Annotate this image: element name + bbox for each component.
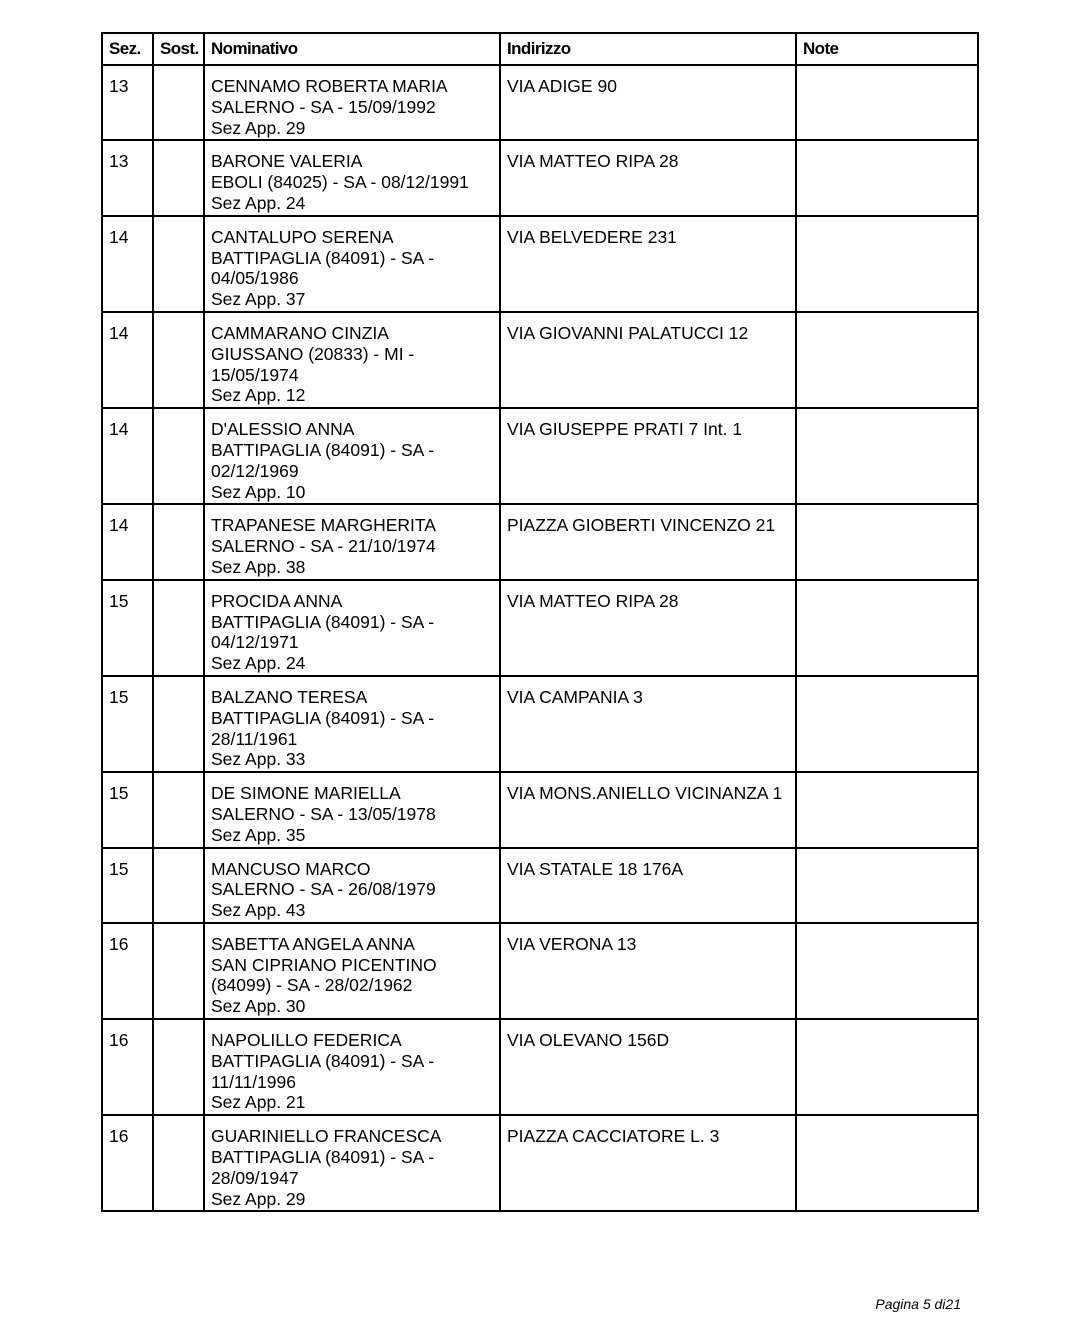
birth-info: EBOLI (84025) - SA - 08/12/1991 — [211, 172, 469, 193]
appeal-section: Sez App. 33 — [211, 749, 306, 770]
nominativo-cell — [204, 1019, 500, 1115]
sez-cell: 15 — [102, 772, 153, 847]
header-row — [102, 33, 978, 65]
nominativo-cell — [204, 140, 500, 215]
table-row — [102, 848, 978, 923]
nominativo-cell — [204, 580, 500, 676]
birth-info: SALERNO - SA - 15/09/1992 — [211, 96, 436, 117]
address-cell: VIA CAMPANIA 3 — [500, 676, 796, 772]
table-row — [102, 312, 978, 408]
table-row — [102, 216, 978, 312]
voter-name: DE SIMONE MARIELLA — [211, 783, 401, 804]
nominativo-cell — [204, 216, 500, 312]
header-sost: Sost. — [153, 33, 204, 65]
sost-cell — [153, 504, 204, 579]
sost-cell — [153, 65, 204, 140]
nominativo-cell — [204, 312, 500, 408]
appeal-section: Sez App. 43 — [211, 900, 306, 921]
note-cell — [796, 772, 978, 847]
header-sez: Sez. — [102, 33, 153, 65]
table-row — [102, 580, 978, 676]
note-cell — [796, 216, 978, 312]
table-row — [102, 140, 978, 215]
note-cell — [796, 1019, 978, 1115]
birth-info: 28/11/1961 — [211, 728, 298, 749]
note-cell — [796, 140, 978, 215]
note-cell — [796, 1115, 978, 1211]
sost-cell — [153, 312, 204, 408]
table-row — [102, 1115, 978, 1211]
appeal-section: Sez App. 10 — [211, 481, 306, 502]
address-cell: VIA MATTEO RIPA 28 — [500, 580, 796, 676]
sost-cell — [153, 676, 204, 772]
address-cell: VIA GIUSEPPE PRATI 7 Int. 1 — [500, 408, 796, 504]
table-row — [102, 408, 978, 504]
birth-info: BATTIPAGLIA (84091) - SA - — [211, 611, 435, 632]
sez-cell: 16 — [102, 1019, 153, 1115]
address-cell: PIAZZA CACCIATORE L. 3 — [500, 1115, 796, 1211]
birth-info: SALERNO - SA - 21/10/1974 — [211, 536, 436, 557]
voter-name: BALZANO TERESA — [211, 686, 368, 707]
table-row — [102, 65, 978, 140]
sez-cell: 15 — [102, 580, 153, 676]
note-cell — [796, 312, 978, 408]
sez-cell: 16 — [102, 923, 153, 1019]
sost-cell — [153, 1019, 204, 1115]
appeal-section: Sez App. 29 — [211, 1188, 306, 1209]
sost-cell — [153, 923, 204, 1019]
voter-name: TRAPANESE MARGHERITA — [211, 515, 436, 536]
address-cell: VIA MATTEO RIPA 28 — [500, 140, 796, 215]
note-cell — [796, 580, 978, 676]
sost-cell — [153, 772, 204, 847]
address-cell: VIA OLEVANO 156D — [500, 1019, 796, 1115]
table-row — [102, 504, 978, 579]
address-cell: VIA BELVEDERE 231 — [500, 216, 796, 312]
appeal-section: Sez App. 24 — [211, 192, 306, 213]
birth-info: 02/12/1969 — [211, 460, 299, 481]
appeal-section: Sez App. 12 — [211, 385, 306, 406]
birth-info: GIUSSANO (20833) - MI - — [211, 343, 415, 364]
nominativo-cell — [204, 923, 500, 1019]
header-indirizzo: Indirizzo — [500, 33, 796, 65]
address-cell: PIAZZA GIOBERTI VINCENZO 21 — [500, 504, 796, 579]
sez-cell: 14 — [102, 504, 153, 579]
nominativo-cell — [204, 65, 500, 140]
sost-cell — [153, 1115, 204, 1211]
address-cell: VIA VERONA 13 — [500, 923, 796, 1019]
birth-info: BATTIPAGLIA (84091) - SA - — [211, 707, 435, 728]
table-row — [102, 676, 978, 772]
birth-info: SAN CIPRIANO PICENTINO — [211, 954, 437, 975]
sost-cell — [153, 848, 204, 923]
sost-cell — [153, 408, 204, 504]
birth-info: SALERNO - SA - 13/05/1978 — [211, 803, 436, 824]
appeal-section: Sez App. 37 — [211, 289, 306, 310]
note-cell — [796, 504, 978, 579]
table-row — [102, 923, 978, 1019]
sez-cell: 14 — [102, 408, 153, 504]
birth-info: 04/12/1971 — [211, 632, 299, 653]
appeal-section: Sez App. 21 — [211, 1092, 306, 1113]
address-cell: VIA ADIGE 90 — [500, 65, 796, 140]
birth-info: BATTIPAGLIA (84091) - SA - — [211, 439, 435, 460]
appeal-section: Sez App. 24 — [211, 653, 306, 674]
voter-name: MANCUSO MARCO — [211, 858, 371, 879]
sost-cell — [153, 140, 204, 215]
nominativo-cell — [204, 504, 500, 579]
sez-cell: 14 — [102, 216, 153, 312]
nominativo-cell — [204, 848, 500, 923]
birth-info: (84099) - SA - 28/02/1962 — [211, 975, 413, 996]
appeal-section: Sez App. 29 — [211, 117, 306, 138]
voter-name: CENNAMO ROBERTA MARIA — [211, 76, 448, 96]
page-number: Pagina 5 di21 — [875, 1296, 961, 1312]
birth-info: BATTIPAGLIA (84091) - SA - — [211, 1147, 435, 1168]
appeal-section: Sez App. 38 — [211, 556, 306, 577]
sez-cell: 15 — [102, 676, 153, 772]
sez-cell: 13 — [102, 140, 153, 215]
nominativo-cell — [204, 772, 500, 847]
voter-name: BARONE VALERIA — [211, 151, 363, 172]
table-row — [102, 772, 978, 847]
note-cell — [796, 65, 978, 140]
nominativo-cell — [204, 1115, 500, 1211]
note-cell — [796, 923, 978, 1019]
voter-register-table — [101, 32, 979, 1212]
voter-name: CAMMARANO CINZIA — [211, 322, 389, 343]
address-cell: VIA STATALE 18 176A — [500, 848, 796, 923]
sost-cell — [153, 216, 204, 312]
birth-info: 28/09/1947 — [211, 1167, 299, 1188]
sez-cell: 13 — [102, 65, 153, 140]
sost-cell — [153, 580, 204, 676]
nominativo-cell — [204, 676, 500, 772]
sez-cell: 15 — [102, 848, 153, 923]
address-cell: VIA MONS.ANIELLO VICINANZA 1 — [500, 772, 796, 847]
birth-info: BATTIPAGLIA (84091) - SA - — [211, 1050, 435, 1071]
note-cell — [796, 848, 978, 923]
appeal-section: Sez App. 30 — [211, 996, 306, 1017]
birth-info: 15/05/1974 — [211, 364, 299, 385]
address-cell: VIA GIOVANNI PALATUCCI 12 — [500, 312, 796, 408]
note-cell — [796, 676, 978, 772]
sez-cell: 16 — [102, 1115, 153, 1211]
sez-cell: 14 — [102, 312, 153, 408]
appeal-section: Sez App. 35 — [211, 824, 306, 845]
voter-name: GUARINIELLO FRANCESCA — [211, 1126, 442, 1147]
voter-name: D'ALESSIO ANNA — [211, 419, 355, 440]
header-nominativo: Nominativo — [204, 33, 500, 65]
nominativo-cell — [204, 408, 500, 504]
header-note: Note — [796, 33, 978, 65]
voter-name: PROCIDA ANNA — [211, 590, 343, 611]
birth-info: SALERNO - SA - 26/08/1979 — [211, 879, 436, 900]
table-body — [102, 65, 978, 1211]
note-cell — [796, 408, 978, 504]
birth-info: 11/11/1996 — [211, 1071, 296, 1092]
table-header — [102, 33, 978, 65]
table-row — [102, 1019, 978, 1115]
birth-info: BATTIPAGLIA (84091) - SA - — [211, 247, 435, 268]
voter-name: CANTALUPO SERENA — [211, 226, 394, 247]
voter-name: SABETTA ANGELA ANNA — [211, 933, 415, 954]
voter-name: NAPOLILLO FEDERICA — [211, 1030, 402, 1051]
birth-info: 04/05/1986 — [211, 268, 299, 289]
